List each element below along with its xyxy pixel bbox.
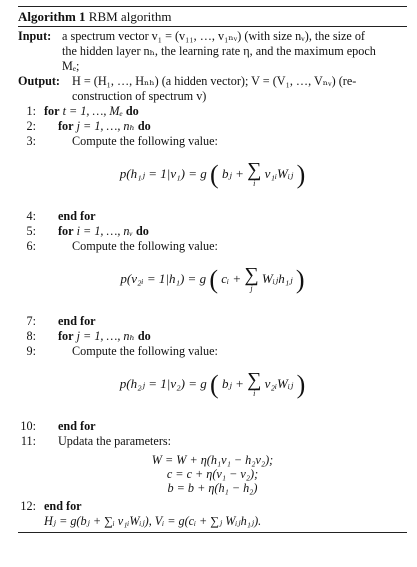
sum-symbol: ∑ i — [247, 369, 262, 398]
eq-term: v₁ᵢWᵢⱼ — [264, 165, 294, 181]
algorithm-title — [18, 7, 407, 26]
step-number: 9: — [26, 344, 36, 358]
step-5 — [18, 224, 407, 239]
equation-1: p(h₁ⱼ = 1|v₁) = g ( bⱼ + ∑ i v₁ᵢWᵢⱼ ) — [119, 159, 306, 189]
keyword: do — [135, 224, 149, 238]
keyword: end for — [58, 209, 96, 223]
sum-symbol: ∑ j — [244, 264, 259, 293]
step-8 — [18, 329, 407, 344]
algorithm-label: Algorithm 1 — [18, 9, 86, 24]
step-11 — [18, 434, 407, 449]
keyword: do — [137, 119, 151, 133]
step-number: 4: — [26, 209, 36, 223]
step-12 — [18, 499, 407, 514]
step-text: Updata the parameters: — [58, 434, 172, 448]
step-number: 11: — [20, 434, 36, 448]
eq-lhs: p(h₁ⱼ = 1|v₁) = g — [119, 165, 207, 181]
eq-lhs: p(v₂ᵢ = 1|h₁) = g — [120, 270, 207, 286]
final-output — [18, 514, 407, 529]
step-number: 10: — [20, 419, 36, 433]
keyword: for — [44, 104, 60, 118]
keyword: end for — [58, 314, 96, 328]
input-line-2: the hidden layer nₕ, the learning rate η, and the maximum epoch — [62, 44, 376, 58]
equation-2: p(v₂ᵢ = 1|h₁) = g ( cᵢ + ∑ j Wᵢⱼh₁ⱼ ) — [120, 264, 305, 294]
output-label: Output: — [18, 74, 60, 88]
input-label: Input: — [18, 29, 52, 43]
output-block — [18, 74, 407, 104]
eq-inner: bⱼ + — [221, 375, 248, 391]
keyword: for — [58, 119, 74, 133]
eq-inner: bⱼ + — [221, 165, 248, 181]
eq-term: Wᵢⱼh₁ⱼ — [261, 270, 293, 286]
update-w: W = W + η(h₁v₁ − h₂v₂); — [151, 453, 274, 467]
algorithm-name: RBM algorithm — [88, 9, 172, 24]
update-b: b = b + η(h₁ − h₂) — [167, 481, 258, 495]
keyword: do — [137, 329, 151, 343]
input-line-3: Mₑ; — [62, 59, 80, 73]
step-1 — [18, 104, 407, 119]
step-text: j = 1, …, nₕ — [73, 329, 138, 343]
equation-3: p(h₂ⱼ = 1|v₂) = g ( bⱼ + ∑ i v₂ᵢWᵢⱼ ) — [119, 369, 306, 399]
keyword: for — [58, 329, 74, 343]
step-10 — [18, 419, 407, 434]
eq-term: v₂ᵢWᵢⱼ — [264, 375, 294, 391]
step-number: 8: — [26, 329, 36, 343]
sum-symbol: ∑ i — [247, 159, 262, 188]
step-text: Compute the following value: — [72, 134, 218, 148]
step-text: t = 1, …, Mₑ — [59, 104, 126, 118]
keyword: end for — [58, 419, 96, 433]
sum-index: i — [253, 179, 256, 188]
step-3 — [18, 134, 407, 149]
keyword: do — [125, 104, 139, 118]
step-9 — [18, 344, 407, 359]
step-number: 6: — [26, 239, 36, 253]
step-text: Compute the following value: — [72, 239, 218, 253]
step-text: j = 1, …, nₕ — [73, 119, 138, 133]
step-6 — [18, 239, 407, 254]
step-number: 5: — [26, 224, 36, 238]
step-7 — [18, 314, 407, 329]
keyword: for — [58, 224, 74, 238]
title-rule — [18, 26, 407, 27]
parameter-updates — [18, 449, 407, 499]
output-line-1: H = (H₁, …, Hₙₕ) (a hidden vector); V = (V₁, …, Vₙᵥ) (re- — [72, 74, 357, 88]
step-number: 12: — [20, 499, 36, 513]
input-block — [18, 29, 407, 74]
step-number: 3: — [26, 134, 36, 148]
input-line-1: a spectrum vector v₁ = (v₁₁, …, v₁ₙᵥ) (with size nᵥ), the size of — [62, 29, 365, 43]
step-4 — [18, 209, 407, 224]
step-number: 2: — [26, 119, 36, 133]
sum-index: j — [250, 284, 253, 293]
step-text: Compute the following value: — [72, 344, 218, 358]
step-number: 1: — [26, 104, 36, 118]
keyword: end for — [44, 499, 82, 513]
eq-inner: cᵢ + — [221, 270, 245, 286]
step-number: 7: — [26, 314, 36, 328]
final-formula: Hⱼ = g(bⱼ + ∑ᵢ v₁ᵢWᵢⱼ), Vᵢ = g(cᵢ + ∑ⱼ Wᵢⱼh₁ⱼ). — [44, 514, 262, 528]
eq-lhs: p(h₂ⱼ = 1|v₂) = g — [119, 375, 207, 391]
step-text: i = 1, …, nᵥ — [73, 224, 136, 238]
step-2 — [18, 119, 407, 134]
output-line-2: construction of spectrum v) — [72, 89, 207, 103]
sum-index: i — [253, 389, 256, 398]
update-c: c = c + η(v₁ − v₂); — [166, 467, 259, 481]
bottom-rule — [18, 532, 407, 533]
